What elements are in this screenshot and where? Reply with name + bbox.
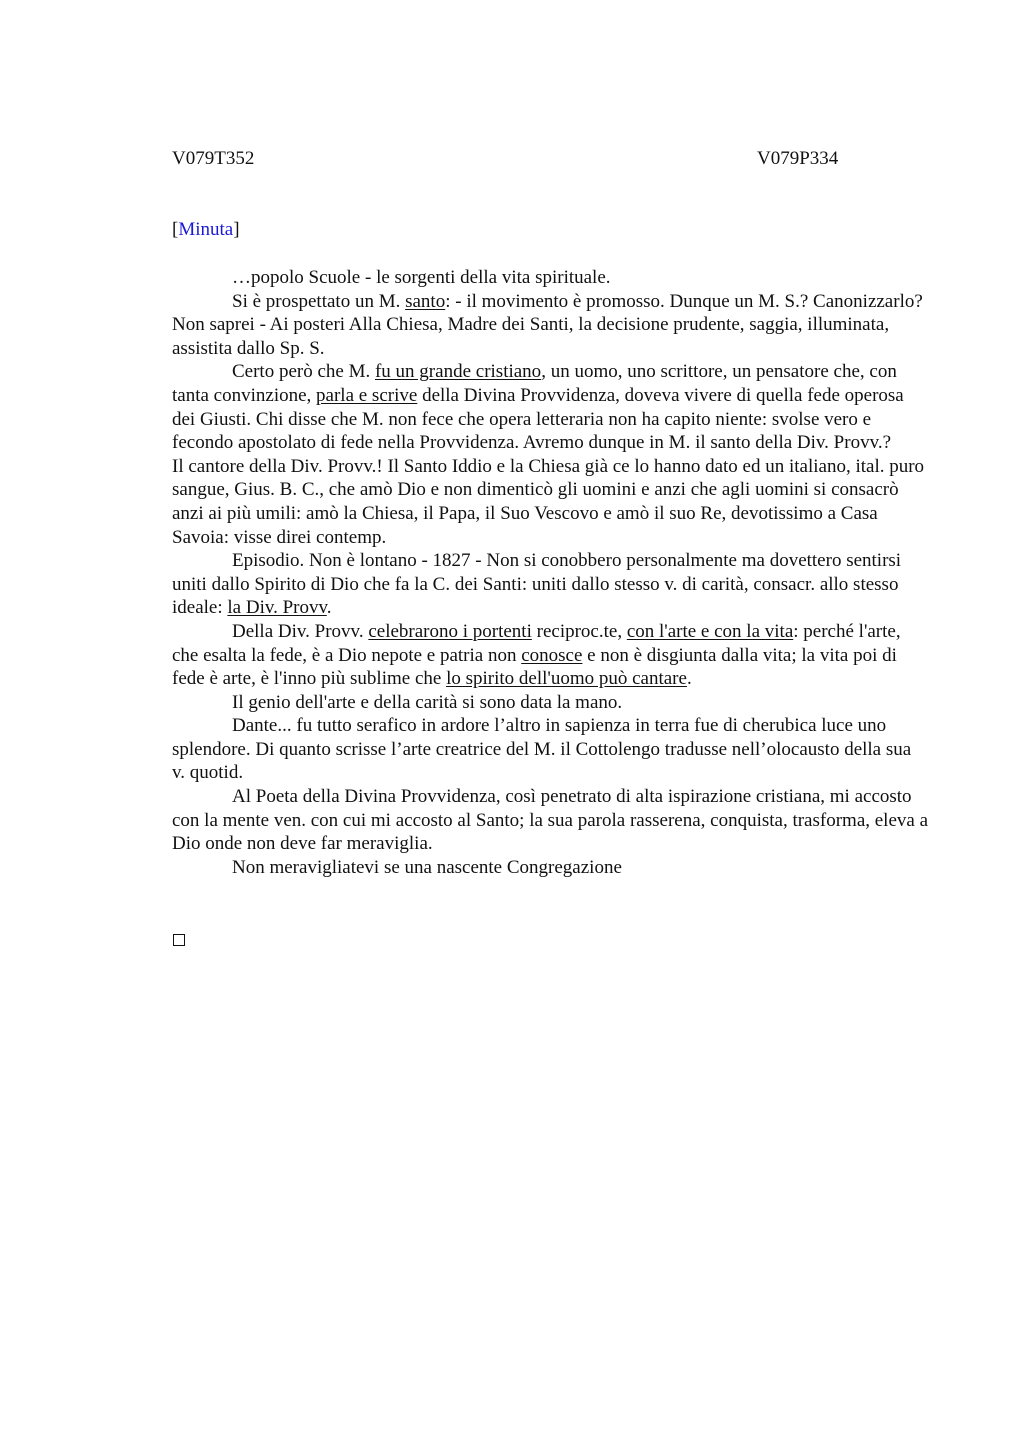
minuta-link[interactable]: Minuta (178, 219, 234, 240)
text-run: . (326, 597, 332, 619)
underlined-text: con l'arte e con la vita (626, 620, 794, 642)
text-run: Episodio. Non è lontano - 1827 - Non si conobbero personalmente ma dovettero sentirsi uniti dallo Spirito di Dio che fa la C. dei Santi: uniti dallo stesso v. di carità, consacr. allo stesso ideale: (172, 550, 902, 619)
bracket-close: ] (233, 219, 240, 240)
text-run: e non è disgiunta dalla vita; la vita poi di fede è arte, è l'inno più sublime che (172, 644, 897, 690)
underlined-text: celebrarono i portenti (368, 620, 532, 642)
text-run: : - il movimento è promosso. Dunque un M. S.? Canonizzarlo? Non saprei - Ai posteri Alla Chiesa, Madre dei Santi, la decisione prudente, saggia, illuminata, assistita dallo Sp. S. (172, 290, 923, 359)
underlined-text: la Div. Provv (227, 597, 327, 619)
paragraph-10: Non meravigliatevi se una nascente Congregazione (232, 856, 622, 878)
underlined-text: conosce (521, 644, 583, 666)
paragraph-9: Al Poeta della Divina Provvidenza, così penetrato di alta ispirazione cristiana, mi accosto con la mente ven. con cui mi accosto al Santo; la sua parola rasserena, conquista, trasforma, eleva a Dio onde non deve far meraviglia. (172, 786, 929, 855)
text-run: Della Div. Provv. (232, 620, 369, 642)
text-run: . (686, 668, 692, 690)
paragraph-7: Il genio dell'arte e della carità si sono data la mano. (232, 691, 623, 713)
text-run: : perché l'arte, che esalta la fede, è a Dio nepote e patria non (172, 620, 901, 666)
underlined-text: lo spirito dell'uomo può cantare (446, 668, 687, 690)
document-body (172, 266, 928, 879)
empty-box-icon (173, 934, 185, 946)
paragraph-6 (172, 620, 928, 691)
underlined-text: fu un grande cristiano (374, 361, 542, 383)
text-run: Certo però che M. (232, 361, 375, 383)
paragraph-2 (172, 290, 928, 361)
document-code-right: V079P334 (757, 148, 839, 169)
text-run: reciproc.te, (531, 620, 627, 642)
paragraph-3 (172, 360, 928, 454)
paragraph-5 (172, 549, 928, 620)
document-code-left: V079T352 (172, 148, 255, 169)
text-run: , un uomo, uno scrittore, un pensatore che, con tanta convinzione, (172, 361, 897, 406)
bracket-open: [ (172, 219, 179, 240)
paragraph-4: Il cantore della Div. Provv.! Il Santo Iddio e la Chiesa già ce lo hanno dato ed un italiano, ital. puro sangue, Gius. B. C., che amò Dio e non dimenticò gli uomini e anzi che agli uomini si consacrò anzi ai più umili: amò la Chiesa, il Papa, il Suo Vescovo e amò il suo Re, devotissimo a Casa Savoia: visse direi contemp. (172, 455, 925, 548)
paragraph-1: …popolo Scuole - le sorgenti della vita spirituale. (232, 267, 611, 288)
underlined-text: parla e scrive (316, 384, 418, 406)
underlined-text: santo (405, 290, 446, 312)
minuta-label (172, 219, 240, 241)
text-run: della Divina Provvidenza, doveva vivere di quella fede operosa dei Giusti. Chi disse che M. non fece che opera letteraria non ha capito niente: svolse vero e fecondo apostolato di fede nella Provvidenza. Avremo dunque in M. il santo della Div. Provv.? (172, 384, 904, 454)
paragraph-8: Dante... fu tutto serafico in ardore l’altro in sapienza in terra fue di cherubica luce uno splendore. Di quanto scrisse l’arte creatrice del M. il Cottolengo tradusse nell’olocausto della sua v. quotid. (172, 715, 912, 784)
text-run: Si è prospettato un M. (232, 290, 406, 312)
